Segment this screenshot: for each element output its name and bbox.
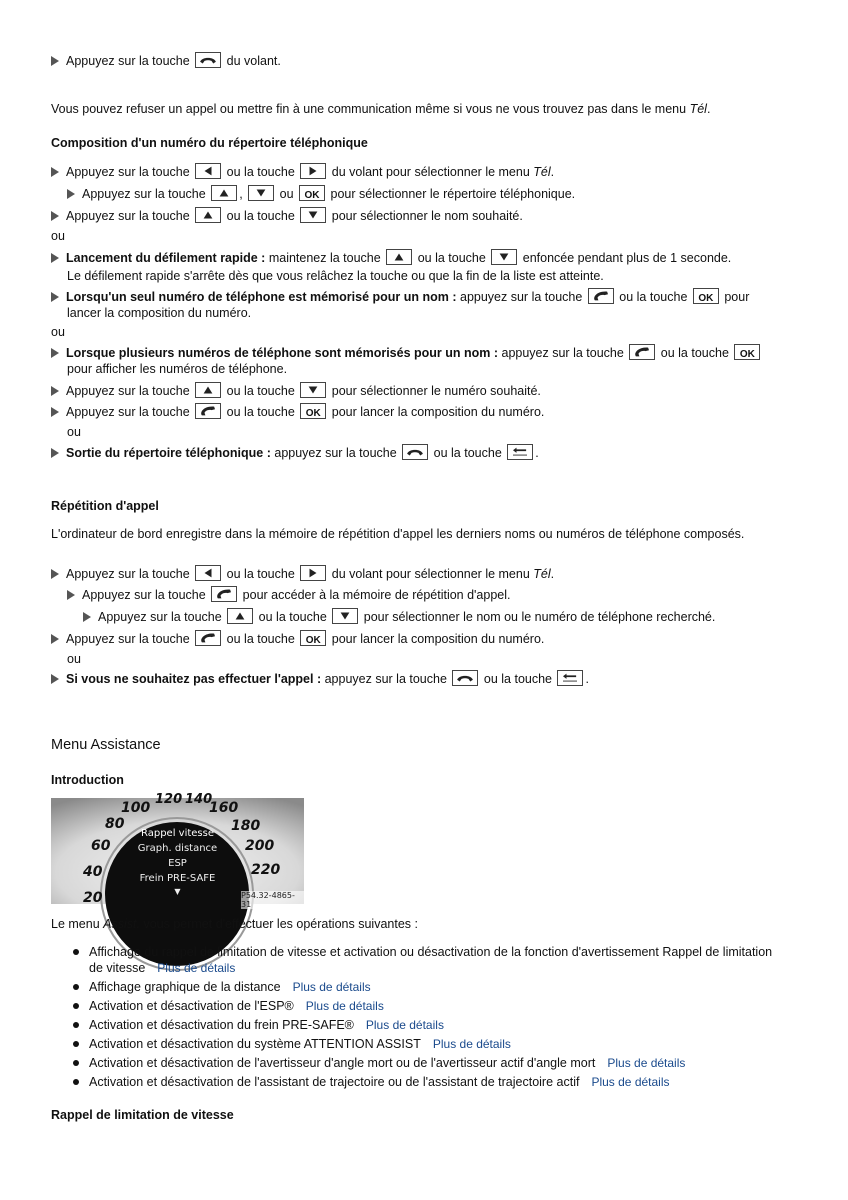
section-heading: Rappel de limitation de vitesse [51,1108,234,1122]
display-menu-item: Rappel vitesse [140,828,214,839]
instruction-note: Le défilement rapide s'arrête dès que vous relâchez la touche ou que la fin de la liste est atteinte. [67,269,604,283]
instruction-text: enfoncée pendant plus de 1 seconde. [522,251,732,265]
or-separator: ou [51,229,65,243]
paragraph-text: vous permet d'effectuer les opérations suivantes : [143,917,418,931]
instruction-lead: Si vous ne souhaitez pas effectuer l'appel : [66,672,322,686]
speed-label: 40 [83,864,103,880]
instruction-text: , [239,187,243,201]
details-link[interactable]: Plus de détails [607,1056,686,1070]
instruction-line: Sortie du répertoire téléphonique : appuyez sur la touche ou la touche . [51,445,539,462]
hangup-key-icon [402,444,428,460]
down-key-icon [300,207,326,223]
speed-label: 220 [251,862,281,878]
instruction-line [83,609,715,626]
instruction-text: pour sélectionner le numéro souhaité. [331,384,541,398]
menu-name: Assist. [103,917,140,931]
details-link[interactable]: Plus de détails [365,1018,444,1032]
arrow-bullet-icon [51,674,59,684]
arrow-bullet-icon [51,56,59,66]
ok-key-icon [299,185,325,201]
list-item [89,1074,670,1091]
menu-name: Tél [533,567,551,581]
menu-name: Tél [689,102,707,116]
instruction-text: Appuyez sur la touche [66,54,190,68]
instruction-text: appuyez sur la touche [274,446,397,460]
arrow-bullet-icon [51,407,59,417]
instruction-text: maintenez la touche [268,251,381,265]
instruction-text: pour sélectionner le nom ou le numéro de téléphone recherché. [363,610,716,624]
down-key-icon [300,382,326,398]
speed-label: 100 [121,800,151,816]
back-key-icon [557,670,583,686]
instruction-line [51,631,544,648]
arrow-bullet-icon [67,189,75,199]
instruction-text: du volant pour sélectionner le menu [331,165,530,179]
instruction-text: ou la touche [483,672,552,686]
instruction-note: lancer la composition du numéro. [67,306,252,320]
down-key-icon [491,249,517,265]
section-heading: Introduction [51,773,124,787]
instruction-text: Appuyez sur la touche [66,165,190,179]
figure-code: P54.32-4865-31 [241,891,304,909]
arrow-bullet-icon [51,348,59,358]
page-title: Menu Assistance [51,737,161,753]
instruction-text: Appuyez sur la touche [82,588,206,602]
list-item-text: de vitesse [89,961,146,975]
instruction-text: appuyez sur la touche [324,672,447,686]
paragraph: Vous pouvez refuser un appel ou mettre fin à une communication même si vous ne vous trouvez pas dans le menu Tél. [51,102,711,116]
pickup-key-icon [629,344,655,360]
ok-key-icon [734,344,760,360]
list-item-text: Affichage graphique de la distance [89,980,281,994]
instruction-line [51,289,749,306]
instruction-line [51,404,544,421]
instruction-line: Si vous ne souhaitez pas effectuer l'appel : appuyez sur la touche ou la touche . [51,671,589,688]
up-key-icon [211,185,237,201]
section-heading: Répétition d'appel [51,499,159,513]
pickup-key-icon [211,586,237,602]
list-item [89,1055,685,1072]
display-menu-item: Graph. distance [137,843,218,854]
instruction-text: Appuyez sur la touche [98,610,222,624]
arrow-bullet-icon [51,253,59,263]
list-item-text: Activation et désactivation de l'assistant de trajectoire ou de l'assistant de trajectoire actif [89,1075,580,1089]
instruction-text: ou la touche [417,251,486,265]
instruction-text: Appuyez sur la touche [66,632,190,646]
speed-label: 140 [185,792,213,807]
instruction-text: Appuyez sur la touche [82,187,206,201]
left-key-icon [195,163,221,179]
instruction-lead: Sortie du répertoire téléphonique : [66,446,271,460]
instruction-line [51,383,541,400]
list-bullet [73,1022,79,1028]
arrow-bullet-icon [51,211,59,221]
instruction-text: pour lancer la composition du numéro. [331,632,545,646]
down-arrow-icon: ▼ [174,887,181,896]
up-key-icon [386,249,412,265]
list-item-text: Activation et désactivation de l'avertisseur d'angle mort ou de l'avertisseur actif d'angle mort [89,1056,596,1070]
right-key-icon [300,565,326,581]
arrow-bullet-icon [51,634,59,644]
speed-label: 200 [245,838,275,854]
arrow-bullet-icon [51,386,59,396]
details-link[interactable]: Plus de détails [157,961,236,975]
details-link[interactable]: Plus de détails [305,999,384,1013]
details-link[interactable]: Plus de détails [591,1075,670,1089]
instruction-text: ou la touche [226,567,295,581]
instrument-cluster-image [51,792,304,909]
instruction-text: ou la touche [226,165,295,179]
list-item [89,1017,444,1034]
down-key-icon [332,608,358,624]
arrow-bullet-icon [83,612,91,622]
instruction-text: ou la touche [258,610,327,624]
speed-label: 20 [83,890,103,906]
instruction-lead: Lancement du défilement rapide : [66,251,266,265]
instruction-line [51,250,731,267]
list-bullet [73,984,79,990]
instruction-text: pour lancer la composition du numéro. [331,405,545,419]
instruction-text: du volant pour sélectionner le menu [331,567,530,581]
arrow-bullet-icon [51,569,59,579]
details-link[interactable]: Plus de détails [292,980,371,994]
instruction-text: ou la touche [226,384,295,398]
instruction-text: pour accéder à la mémoire de répétition d'appel. [242,588,511,602]
details-link[interactable]: Plus de détails [432,1037,511,1051]
pickup-key-icon [195,630,221,646]
instruction-text: appuyez sur la touche [501,346,624,360]
pickup-key-icon [588,288,614,304]
instruction-text: pour [724,290,750,304]
arrow-bullet-icon [67,590,75,600]
instruction-text: Appuyez sur la touche [66,384,190,398]
display-menu-item: Frein PRE-SAFE [139,873,216,884]
ok-key-icon [300,630,326,646]
section-heading: Composition d'un numéro du répertoire téléphonique [51,136,368,150]
pickup-key-icon [195,403,221,419]
back-key-icon [507,444,533,460]
or-separator: ou [67,652,81,666]
menu-name: Tél [533,165,551,179]
instruction-text: ou la touche [226,209,295,223]
paragraph-text: Vous pouvez refuser un appel ou mettre fin à une communication même si vous ne vous trouvez pas dans le menu [51,102,687,116]
instruction-line [51,345,762,362]
paragraph: L'ordinateur de bord enregistre dans la mémoire de répétition d'appel les derniers noms ou numéros de téléphone composés. [51,527,745,541]
instruction-text: ou la touche [433,446,502,460]
left-key-icon [195,565,221,581]
instruction-text: ou la touche [226,632,295,646]
paragraph-text: Le menu [51,917,100,931]
list-item [89,1036,511,1053]
speed-label: 120 [155,792,183,807]
list-item [89,998,384,1015]
speed-label: 60 [91,838,111,854]
list-item-text: Affichage du rappel de limitation de vitesse et activation ou désactivation de la fonction d'avertissement Rappel de limitation [89,945,773,959]
paragraph [51,916,418,933]
ok-key-label: OK [304,189,320,201]
or-separator: ou [51,325,65,339]
list-bullet [73,1079,79,1085]
list-item-text: Activation et désactivation de l'ESP® [89,999,294,1013]
list-bullet [73,1003,79,1009]
list-item [89,944,772,961]
list-bullet [73,949,79,955]
instruction-text: ou la touche [619,290,688,304]
arrow-bullet-icon [51,292,59,302]
arrow-bullet-icon [51,167,59,177]
ok-key-icon [693,288,719,304]
instruction-text: pour sélectionner le répertoire téléphonique. [330,187,576,201]
hangup-key-icon [195,52,221,68]
instruction-text: appuyez sur la touche [460,290,583,304]
instruction-line [51,208,523,225]
list-item-text: Activation et désactivation du frein PRE-SAFE® [89,1018,354,1032]
instruction-line: Appuyez sur la touche ou la touche du volant pour sélectionner le menu Tél. [51,164,554,181]
list-bullet [73,1060,79,1066]
instruction-text: Appuyez sur la touche [66,567,190,581]
hangup-key-icon [452,670,478,686]
or-separator: ou [67,425,81,439]
speed-label: 180 [231,818,261,834]
instruction-line [67,186,575,203]
ok-key-label: OK [698,292,714,304]
instruction-text: pour sélectionner le nom souhaité. [331,209,523,223]
list-item [89,979,371,996]
display-menu-item: ESP [168,858,187,869]
right-key-icon [300,163,326,179]
down-key-icon [248,185,274,201]
instruction-text: ou [279,187,294,201]
up-key-icon [195,207,221,223]
ok-key-label: OK [305,407,321,419]
instruction-text: du volant. [226,54,281,68]
ok-key-icon [300,403,326,419]
speed-label: 80 [105,816,125,832]
instruction-note: pour afficher les numéros de téléphone. [67,362,288,376]
arrow-bullet-icon [51,448,59,458]
up-key-icon [227,608,253,624]
list-item-text: Activation et désactivation du système ATTENTION ASSIST [89,1037,421,1051]
instruction-line [67,587,511,604]
list-bullet [73,1041,79,1047]
instruction-text: ou la touche [660,346,729,360]
instruction-line [51,53,281,70]
instruction-line: Appuyez sur la touche ou la touche du volant pour sélectionner le menu Tél. [51,566,554,583]
instruction-text: Appuyez sur la touche [66,405,190,419]
up-key-icon [195,382,221,398]
ok-key-label: OK [305,634,321,646]
ok-key-label: OK [739,348,755,360]
instruction-lead: Lorsque plusieurs numéros de téléphone sont mémorisés pour un nom : [66,346,499,360]
list-item [89,960,235,977]
instruction-text: Appuyez sur la touche [66,209,190,223]
instruction-lead: Lorsqu'un seul numéro de téléphone est mémorisé pour un nom : [66,290,457,304]
speed-label: 160 [209,800,239,816]
instruction-text: ou la touche [226,405,295,419]
